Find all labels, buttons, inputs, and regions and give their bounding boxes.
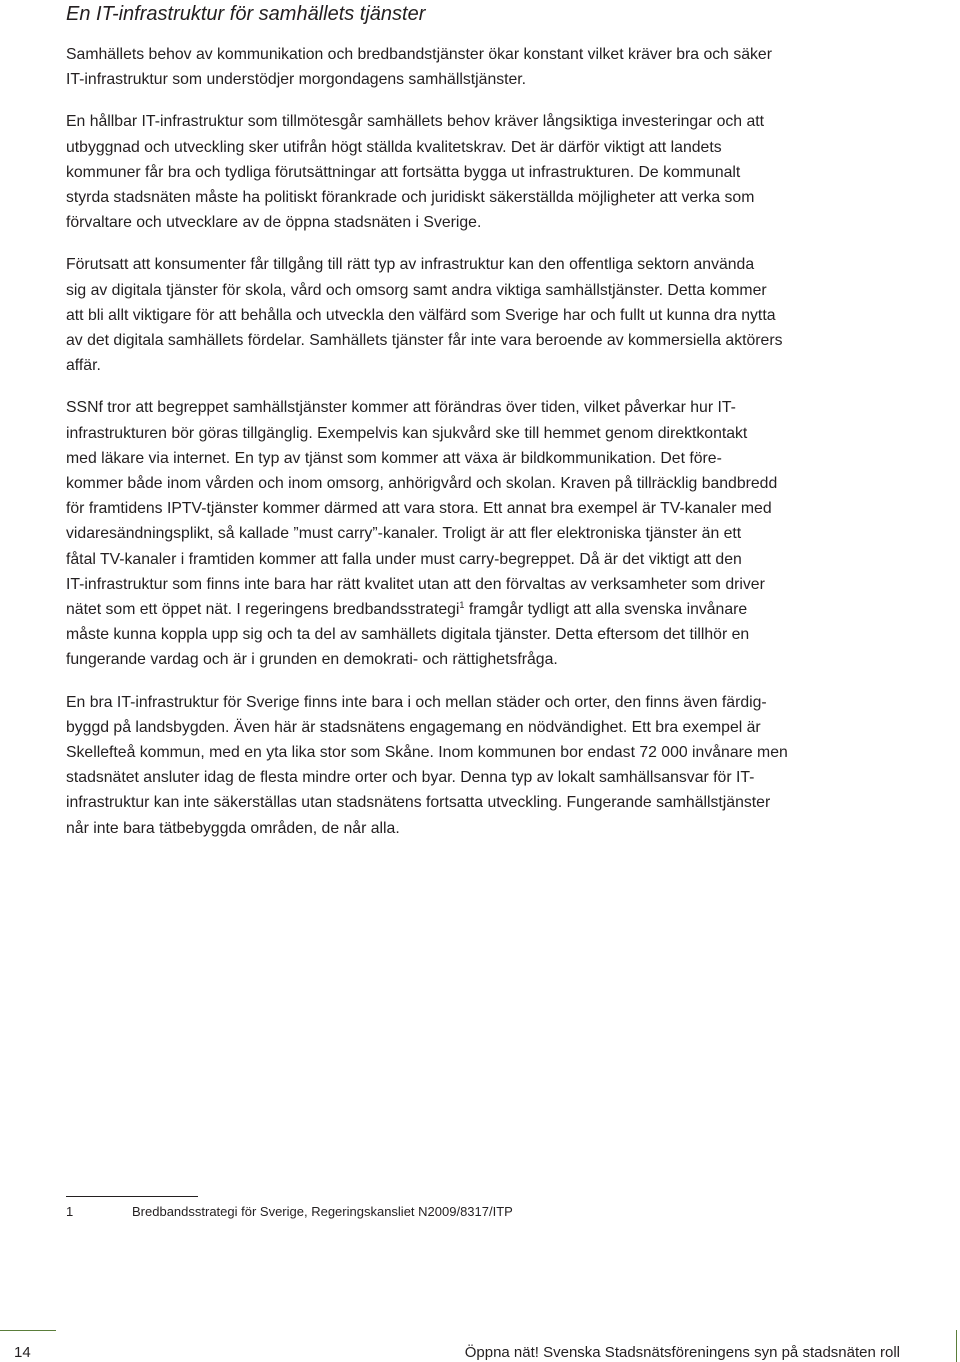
- text-line: En bra IT-infrastruktur för Sverige finns inte bara i och mellan städer och orter, den finns även färdig-: [66, 693, 767, 711]
- text-line: Förutsatt att konsumenter får tillgång till rätt typ av infrastruktur kan den offentliga sektorn använda: [66, 256, 755, 274]
- text-line: SSNf tror att begreppet samhällstjänster kommer att förändras över tiden, vilket påverkar hur IT-: [66, 399, 736, 417]
- page-title: En IT-infrastruktur för samhällets tjänster: [66, 3, 426, 25]
- paragraph-sustainable-infrastructure: [66, 109, 866, 235]
- footnote-reference[interactable]: 1: [459, 600, 465, 611]
- text-line: affär.: [66, 357, 101, 375]
- text-line: IT-infrastruktur som understödjer morgondagens samhällstjänster.: [66, 71, 527, 89]
- footer-publication-title: Öppna nät! Svenska Stadsnätsföreningens syn på stadsnäten roll: [464, 1344, 900, 1361]
- page-number: 14: [14, 1344, 31, 1361]
- paragraph-ssnf-services: [66, 395, 866, 672]
- footnote-divider: [66, 1196, 198, 1197]
- text-line: med läkare via internet. En typ av tjänst som kommer att växa är bildkommunikation. Det före-: [66, 449, 722, 467]
- text-line: Samhällets behov av kommunikation och bredbandstjänster ökar konstant vilket kräver bra och säker: [66, 46, 772, 63]
- footnote-text: Bredbandsstrategi för Sverige, Regeringskansliet N2009/8317/ITP: [132, 1204, 513, 1219]
- text-line: kommer både inom vården och inom omsorg, anhörigvård och skolan. Kraven på tillräcklig bandbredd: [66, 475, 778, 493]
- text-line: kommuner får bra och tydliga förutsättningar att fortsätta bygga ut infrastrukturen. De kommunalt: [66, 163, 741, 181]
- body-text: [66, 42, 866, 857]
- text-line: utbyggnad och utveckling sker utifrån högt ställda kvalitetskrav. Det är därför viktigt att landets: [66, 138, 722, 156]
- text-line: att bli allt viktigare för att behålla och utveckla den välfärd som Sverige har och fullt ut kunna dra nytta: [66, 306, 776, 324]
- text-line: stadsnätet ansluter idag de flesta mindre orter och byar. Denna typ av lokalt samhällsansvar för IT-: [66, 769, 755, 787]
- text-line: förvaltare och utvecklare av de öppna stadsnäten i Sverige.: [66, 214, 482, 232]
- text-line: måste kunna koppla upp sig och ta del av samhällets digitala tjänster. Detta eftersom det tillhör en: [66, 626, 750, 644]
- text-line-with-footnote: [66, 597, 866, 622]
- page-footer: [0, 1330, 960, 1362]
- text-line: Skellefteå kommun, med en yta lika stor som Skåne. Inom kommunen bor endast 72 000 invånare men: [66, 744, 788, 762]
- text-line: sig av digitala tjänster för skola, vård och omsorg samt andra viktiga samhällstjänster. Detta kommer: [66, 281, 767, 299]
- text-line-start: nätet som ett öppet nät. I regeringens bredbandsstrategi: [66, 601, 460, 619]
- paragraph-rural-infrastructure: [66, 690, 866, 841]
- text-line-end: framgår tydligt att alla svenska invånare: [464, 601, 748, 619]
- text-line: når inte bara tätbebyggda områden, de når alla.: [66, 819, 400, 837]
- text-line: infrastrukturen bör göras tillgänglig. Exempelvis kan sjukvård ske till hemmet genom direktkontakt: [66, 424, 748, 442]
- paragraph-digital-services: [66, 252, 866, 378]
- text-line: fåtal TV-kanaler i framtiden kommer att falla under must carry-begreppet. Då är det viktigt att den: [66, 550, 742, 568]
- text-line: av det digitala samhällets fördelar. Samhällets tjänster får inte vara beroende av kommersiella aktörers: [66, 332, 783, 350]
- footnote: [66, 1203, 866, 1221]
- text-line: styrda stadsnäten måste ha politiskt förankrade och juridiskt säkerställda möjligheter att verka som: [66, 189, 755, 207]
- text-line: IT-infrastruktur som finns inte bara har rätt kvalitet utan att den förvaltas av verksamheter som driver: [66, 575, 765, 593]
- text-line: vidaresändningsplikt, så kallade ”must carry”-kanaler. Troligt är att fler elektroniska tjänster än ett: [66, 525, 742, 543]
- paragraph-intro: [66, 42, 866, 92]
- text-line: för framtidens IPTV-tjänster kommer därmed att vara stora. Ett annat bra exempel är TV-kanaler med: [66, 500, 772, 518]
- text-line: byggd på landsbygden. Även här är stadsnätens engagemang en nödvändighet. Ett bra exempel är: [66, 718, 761, 736]
- footer-rule-right: [956, 1330, 957, 1362]
- footnote-number: 1: [66, 1204, 74, 1219]
- text-line: En hållbar IT-infrastruktur som tillmötesgår samhällets behov kräver långsiktiga investeringar och att: [66, 113, 765, 131]
- footer-rule-left: [0, 1330, 56, 1331]
- text-line: fungerande vardag och är i grunden en demokrati- och rättighetsfråga.: [66, 651, 558, 669]
- text-line: infrastruktur kan inte säkerställas utan stadsnätens fortsatta utveckling. Fungerande samhällstjänster: [66, 794, 771, 812]
